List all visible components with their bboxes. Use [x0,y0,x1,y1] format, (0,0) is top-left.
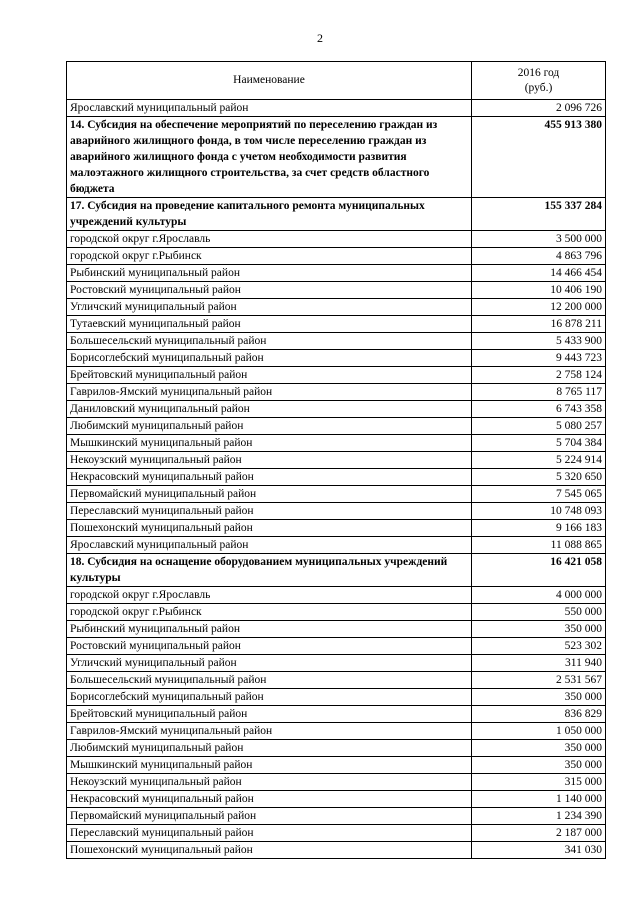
section-row [67,117,606,198]
name-column-header: Наименование [67,62,472,100]
table-row [67,791,606,808]
amount-cell: 311 940 [472,655,606,672]
district-name: Пошехонский муниципальный район [67,842,472,859]
table-row [67,265,606,282]
amount-cell: 1 050 000 [472,723,606,740]
district-name: Некрасовский муниципальный район [67,791,472,808]
amount-cell: 6 743 358 [472,401,606,418]
amount-cell: 2 187 000 [472,825,606,842]
amount-cell: 315 000 [472,774,606,791]
district-name: Угличский муниципальный район [67,655,472,672]
amount-cell: 11 088 865 [472,537,606,554]
table-row [67,299,606,316]
amount-cell: 9 443 723 [472,350,606,367]
amount-cell: 550 000 [472,604,606,621]
table-row [67,808,606,825]
district-name: Первомайский муниципальный район [67,808,472,825]
amount-cell: 2 096 726 [472,100,606,117]
table-row [67,401,606,418]
table-row [67,723,606,740]
amount-cell: 5 433 900 [472,333,606,350]
table-body [67,100,606,859]
amount-cell: 1 140 000 [472,791,606,808]
district-name: Мышкинский муниципальный район [67,435,472,452]
amount-cell: 1 234 390 [472,808,606,825]
section-total: 455 913 380 [472,117,606,198]
amount-cell: 8 765 117 [472,384,606,401]
amount-cell: 5 224 914 [472,452,606,469]
district-name: Переславский муниципальный район [67,825,472,842]
district-name: Большесельский муниципальный район [67,672,472,689]
table-row [67,486,606,503]
section-row [67,198,606,231]
amount-cell: 350 000 [472,740,606,757]
table-row [67,384,606,401]
district-name: Гаврилов-Ямский муниципальный район [67,384,472,401]
district-name: Борисоглебский муниципальный район [67,350,472,367]
table-row [67,689,606,706]
table-row [67,672,606,689]
district-name: Любимский муниципальный район [67,740,472,757]
table-row [67,282,606,299]
district-name: Большесельский муниципальный район [67,333,472,350]
amount-cell: 836 829 [472,706,606,723]
district-name: Угличский муниципальный район [67,299,472,316]
amount-cell: 16 878 211 [472,316,606,333]
district-name: Первомайский муниципальный район [67,486,472,503]
section-total: 155 337 284 [472,198,606,231]
table-row [67,638,606,655]
amount-cell: 350 000 [472,689,606,706]
district-name: городской округ г.Ярославль [67,231,472,248]
amount-cell: 523 302 [472,638,606,655]
subsidy-table [66,61,606,859]
district-name: Гаврилов-Ямский муниципальный район [67,723,472,740]
amount-cell: 12 200 000 [472,299,606,316]
table-row [67,452,606,469]
district-name: Ярославский муниципальный район [67,100,472,117]
amount-cell: 3 500 000 [472,231,606,248]
table-row [67,842,606,859]
district-name: Брейтовский муниципальный район [67,367,472,384]
table-row [67,316,606,333]
year-label: 2016 год [517,66,560,79]
district-name: Некоузский муниципальный район [67,774,472,791]
amount-cell: 5 704 384 [472,435,606,452]
amount-cell: 2 531 567 [472,672,606,689]
table-row [67,418,606,435]
table-row [67,520,606,537]
district-name: Мышкинский муниципальный район [67,757,472,774]
district-name: Ростовский муниципальный район [67,282,472,299]
table-row [67,604,606,621]
table-row [67,740,606,757]
table-row [67,100,606,117]
district-name: Ростовский муниципальный район [67,638,472,655]
table-row [67,469,606,486]
table-row [67,367,606,384]
amount-cell: 7 545 065 [472,486,606,503]
table-row [67,248,606,265]
table-row [67,503,606,520]
section-row [67,554,606,587]
table-row [67,655,606,672]
amount-cell: 10 748 093 [472,503,606,520]
district-name: Рыбинский муниципальный район [67,265,472,282]
table-row [67,825,606,842]
district-name: Любимский муниципальный район [67,418,472,435]
amount-cell: 9 166 183 [472,520,606,537]
district-name: Тутаевский муниципальный район [67,316,472,333]
table-row [67,621,606,638]
district-name: Некрасовский муниципальный район [67,469,472,486]
table-row [67,231,606,248]
amount-cell: 5 080 257 [472,418,606,435]
section-total: 16 421 058 [472,554,606,587]
amount-cell: 350 000 [472,757,606,774]
amount-cell: 341 030 [472,842,606,859]
unit-label: (руб.) [524,81,553,94]
table-row [67,333,606,350]
district-name: Брейтовский муниципальный район [67,706,472,723]
district-name: городской округ г.Ярославль [67,587,472,604]
table-header-row [67,62,606,100]
amount-cell: 14 466 454 [472,265,606,282]
table-row [67,350,606,367]
page-number: 2 [317,31,323,45]
district-name: Пошехонский муниципальный район [67,520,472,537]
table-row [67,537,606,554]
amount-cell: 350 000 [472,621,606,638]
table-row [67,757,606,774]
district-name: Даниловский муниципальный район [67,401,472,418]
section-title: 18. Субсидия на оснащение оборудованием муниципальных учреждений культуры [67,554,472,587]
table-row [67,435,606,452]
amount-cell: 5 320 650 [472,469,606,486]
district-name: Переславский муниципальный район [67,503,472,520]
district-name: городской округ г.Рыбинск [67,604,472,621]
district-name: Борисоглебский муниципальный район [67,689,472,706]
district-name: городской округ г.Рыбинск [67,248,472,265]
amount-cell: 4 000 000 [472,587,606,604]
table-row [67,706,606,723]
amount-cell: 4 863 796 [472,248,606,265]
district-name: Некоузский муниципальный район [67,452,472,469]
table-row [67,774,606,791]
amount-cell: 10 406 190 [472,282,606,299]
section-title: 14. Субсидия на обеспечение мероприятий по переселению граждан из аварийного жилищного фонда, в том числе переселению граждан из аварийного жилищного фонда с учетом необходимости развития малоэтажного жилищного строительства, за счет средств областного бюджета [67,117,472,198]
section-title: 17. Субсидия на проведение капитального ремонта муниципальных учреждений культуры [67,198,472,231]
year-column-header [472,62,606,100]
district-name: Рыбинский муниципальный район [67,621,472,638]
amount-cell: 2 758 124 [472,367,606,384]
table-row [67,587,606,604]
district-name: Ярославский муниципальный район [67,537,472,554]
